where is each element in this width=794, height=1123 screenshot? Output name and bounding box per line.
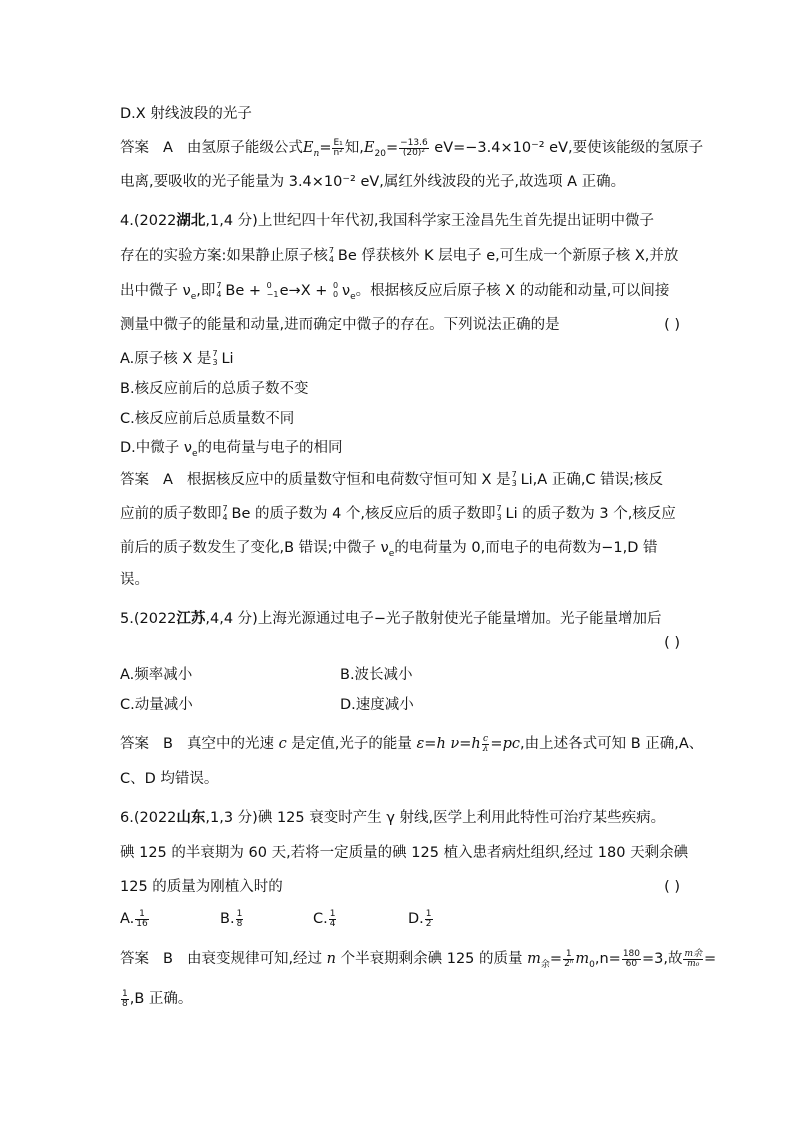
q5-options-row2 [120, 694, 680, 716]
q4-stem-line2 [120, 245, 680, 267]
explanation-text: Be 的质子数为 4 个,核反应后的质子数即 [231, 506, 496, 522]
fraction-numerator: 1 [425, 908, 432, 919]
q5-header [120, 608, 680, 630]
decay-fraction [563, 950, 574, 969]
q4-stem-line4 [120, 314, 680, 336]
neutrino-subscript: e [388, 548, 395, 559]
mass-number: 7 [328, 246, 334, 255]
option-b: B.波长减小 [340, 667, 413, 683]
q4-answer-line2 [120, 503, 680, 525]
q4-stem-line3 [120, 280, 680, 302]
q3-explanation-text: 由氢原子能级公式 [186, 140, 303, 156]
equals-sign: = [385, 140, 399, 156]
question-stem: 。根据核反应后原子核 X 的动能和动量,可以间接 [355, 283, 670, 299]
q4-header [120, 210, 680, 232]
fraction-numerator: E₁ [333, 137, 343, 148]
n-symbol: n [326, 951, 337, 967]
answer-bracket: ( ) [664, 635, 680, 651]
fraction-denominator: 16 [136, 918, 148, 929]
fraction-denominator: n² [333, 147, 343, 158]
q4-option-d [120, 437, 680, 459]
q4-option-a [120, 348, 680, 370]
half-life-fraction [622, 950, 641, 969]
option-d: D.速度减小 [340, 697, 414, 713]
question-number: 6.(2022 [120, 810, 177, 826]
fraction-numerator: 1 [135, 910, 148, 920]
neutrino-symbol [332, 280, 342, 302]
question-stem: 测量中微子的能量和动量,进而确定中微子的存在。下列说法正确的是 [120, 317, 560, 333]
answer-label: 答案 [120, 951, 149, 967]
photon-energy-formula: ε=h ν=h [416, 736, 481, 752]
electron-symbol [266, 280, 280, 302]
q4-answer-line4 [120, 569, 680, 591]
result-fraction [121, 990, 129, 1009]
atomic-number: 3 [511, 479, 517, 488]
atomic-number: 3 [212, 358, 218, 367]
mass-symbol: m [527, 951, 541, 967]
lithium-nuclide [496, 503, 506, 525]
explanation-text: 前后的质子数发生了变化,B 错误;中微子 ν [120, 540, 389, 556]
explanation-text: ,B 正确。 [129, 991, 193, 1007]
option-letter: C. [313, 911, 328, 927]
atomic-number: 4 [222, 513, 228, 522]
mass-subscript: 余 [540, 959, 550, 970]
q5-answer-line2 [120, 768, 680, 790]
mass-number: 7 [212, 349, 218, 358]
energy-fraction [399, 139, 429, 158]
option-letter: D. [408, 911, 424, 927]
option-c: C.动量减小 [120, 697, 193, 713]
fraction-numerator: 180 [622, 948, 640, 959]
mass-subscript: 0 [589, 959, 595, 970]
option-a [120, 908, 150, 929]
explanation-text: 的电荷量为 0,而电子的电荷数为−1,D 错 [394, 540, 658, 556]
question-stem: ,1,3 分)碘 125 衰变时产生 γ 射线,医学上利用此特性可治疗某些疾病。 [205, 810, 666, 826]
mass-ratio-fraction [683, 950, 703, 969]
explanation-text: 根据核反应中的质量数守恒和电荷数守恒可知 X 是 [186, 472, 511, 488]
option-text: B.核反应前后的总质子数不变 [120, 381, 309, 397]
atomic-number: −1 [266, 290, 279, 299]
fraction-denominator: 8 [122, 998, 128, 1009]
fraction-numerator: 1 [563, 950, 574, 960]
atomic-number: 4 [328, 255, 334, 264]
energy-subscript: n [313, 148, 320, 159]
option-fraction [135, 910, 148, 929]
atomic-number: 3 [496, 513, 502, 522]
option-text: D.中微子 ν [120, 440, 192, 456]
question-stem: 出中微子 ν [120, 283, 191, 299]
explanation-text: ,由上述各式可知 B 正确,A、 [519, 736, 704, 752]
fraction-numerator: −13.6 [400, 137, 428, 148]
fraction-denominator: m₀ [687, 958, 700, 969]
option-letter: B. [220, 911, 235, 927]
answer-key: A [163, 472, 173, 488]
option-fraction [236, 910, 244, 929]
fraction-denominator: 60 [625, 958, 638, 969]
question-stem: Be 俘获核外 K 层电子 e,可生成一个新原子核 X,并放 [337, 248, 679, 264]
q4-answer-line1 [120, 469, 680, 491]
option-b [220, 908, 244, 930]
explanation-text: ,n= [594, 951, 621, 967]
atomic-number: 0 [333, 290, 339, 299]
option-text: Li [221, 351, 234, 367]
neutrino-subscript: e [350, 291, 356, 302]
option-c [313, 908, 337, 930]
q3-option-d [120, 103, 680, 125]
question-stem: ,即 [196, 283, 216, 299]
lithium-nuclide [511, 469, 521, 491]
explanation-text: 是定值,光子的能量 [286, 736, 417, 752]
question-number: 5.(2022 [120, 611, 177, 627]
q6-stem-line2 [120, 842, 689, 864]
option-a: A.频率减小 [120, 667, 193, 683]
energy-symbol: E [302, 140, 314, 156]
beryllium-nuclide [215, 280, 225, 302]
question-number: 4.(2022 [120, 213, 177, 229]
option-fraction [329, 910, 337, 929]
question-region: 山东 [176, 810, 206, 826]
q3-answer-line2 [120, 171, 680, 193]
energy-subscript: 20 [374, 148, 386, 159]
mass-number: 0 [333, 281, 339, 290]
question-region: 江苏 [176, 611, 206, 627]
q5-options-row1 [120, 664, 680, 686]
q3-option-d-text: D.X 射线波段的光子 [120, 106, 252, 122]
answer-label: 答案 [120, 736, 149, 752]
answer-key: B [163, 951, 173, 967]
answer-label: 答案 [120, 140, 149, 156]
q4-option-c [120, 408, 680, 430]
fraction-numerator: 1 [122, 988, 128, 999]
lithium-nuclide [211, 348, 221, 370]
q5-answer-line1 [120, 733, 704, 755]
question-stem: 125 的质量为刚植入时的 [120, 879, 283, 895]
fraction-denominator: 2 [425, 918, 432, 929]
q3-explanation-text: 电离,要吸收的光子能量为 3.4×10⁻² eV,属红外线波段的光子,故选项 A 正确。 [120, 174, 626, 190]
fraction-numerator: c [483, 733, 489, 744]
answer-bracket: ( ) [664, 879, 680, 895]
energy-symbol: E [363, 140, 375, 156]
explanation-text: Li 的质子数为 3 个,核反应 [505, 506, 676, 522]
explanation-text: C、D 均错误。 [120, 771, 219, 787]
mass-number: 7 [216, 281, 222, 290]
q6-header [120, 807, 680, 829]
q6-answer-line1 [120, 948, 717, 972]
question-region: 湖北 [176, 213, 206, 229]
option-text: C.核反应前后总质量数不同 [120, 411, 295, 427]
fraction-numerator: 1 [236, 908, 243, 919]
q3-explanation-text: 知, [344, 140, 364, 156]
equals-sign: = [549, 951, 563, 967]
option-letter: A. [120, 911, 135, 927]
option-fraction [425, 910, 433, 929]
answer-label: 答案 [120, 472, 149, 488]
neutrino-subscript: e [190, 291, 197, 302]
fraction-numerator: m余 [684, 948, 703, 959]
fraction-denominator: 4 [329, 918, 336, 929]
mass-number: 0 [266, 281, 272, 290]
q4-answer-line3 [120, 537, 680, 559]
mass-number: 7 [496, 504, 502, 513]
option-d [408, 908, 434, 930]
q6-stem-line3 [120, 876, 680, 898]
explanation-text: Li,A 正确,C 错误;核反 [520, 472, 664, 488]
answer-key: A [163, 140, 173, 156]
q6-answer-line2 [120, 988, 680, 1012]
explanation-text: 个半衰期剩余碘 125 的质量 [336, 951, 528, 967]
beryllium-nuclide [222, 503, 232, 525]
explanation-text: =3,故 [642, 951, 683, 967]
beryllium-nuclide [328, 245, 338, 267]
fraction-denominator: λ [482, 743, 489, 754]
light-speed-symbol: c [278, 736, 287, 752]
question-stem: ,1,4 分)上世纪四十年代初,我国科学家王淦昌先生首先提出证明中微子 [205, 213, 654, 229]
q3-answer-line1: 答案 A 由氢原子能级公式$E_n=$ $\frac{\text{E₁}}{\text{n²}}$ 知$,E_{20}=$ $\frac{-13.6}{\text{(20)²}}$ eV=−3.4×10⁻² eV,要使该能级的氢原子 [120, 137, 704, 159]
question-stem: ,4,4 分)上海光源通过电子−光子散射使光子能量增加。光子能量增加后 [205, 611, 662, 627]
q4-option-b [120, 378, 680, 400]
fraction-denominator: 2ⁿ [564, 958, 574, 969]
explanation-text: 误。 [120, 572, 149, 588]
neutrino-subscript: e [191, 448, 198, 459]
fraction-numerator: 1 [329, 908, 336, 919]
photon-energy-fraction [482, 735, 490, 754]
q3-explanation-text: eV=−3.4×10⁻² eV,要使该能级的氢原子 [429, 140, 704, 156]
atomic-number: 4 [216, 290, 222, 299]
explanation-text: 应前的质子数即 [120, 506, 222, 522]
mass-number: 7 [511, 470, 517, 479]
equation-part: e→X + [279, 283, 332, 299]
energy-fraction [332, 139, 343, 158]
explanation-text: 由衰变规律可知,经过 [186, 951, 327, 967]
answer-bracket: ( ) [664, 317, 680, 333]
q6-options [120, 908, 680, 934]
photon-energy-formula: =pc [490, 736, 520, 752]
option-text: 的电荷量与电子的相同 [197, 440, 343, 456]
option-text: A.原子核 X 是 [120, 351, 212, 367]
equation-part: ν [342, 283, 351, 299]
answer-key: B [163, 736, 173, 752]
fraction-denominator: (20)² [402, 147, 425, 158]
mass-number: 7 [222, 504, 228, 513]
q5-paren-line [120, 632, 680, 654]
mass-symbol: m [575, 951, 590, 967]
question-stem: 存在的实验方案:如果静止原子核 [120, 248, 328, 264]
equation-part: Be + [225, 283, 266, 299]
fraction-denominator: 8 [236, 918, 243, 929]
question-stem: 碘 125 的半衰期为 60 天,若将一定质量的碘 125 植入患者病灶组织,经过 180 天剩余碘 [120, 845, 689, 861]
equals-sign: = [704, 951, 717, 967]
explanation-text: 真空中的光速 [186, 736, 279, 752]
